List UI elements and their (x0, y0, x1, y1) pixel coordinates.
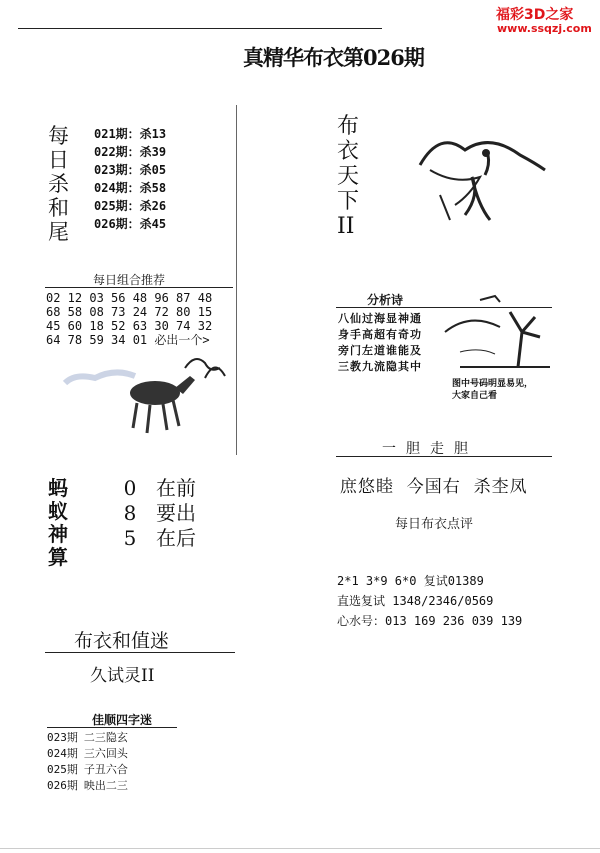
list-item: 026期：杀45 (94, 217, 167, 231)
poem-note-line: 图中号码明显易见， (452, 379, 534, 389)
combo-row: 68 58 08 73 24 72 80 15 (46, 305, 213, 319)
ant-text: 在前 (156, 476, 196, 500)
ant-num: 8 (123, 501, 137, 525)
kill-label-char: 每 (48, 124, 69, 148)
yidan-hint: 庶悠睦 今国右 杀杢凤 (340, 477, 528, 497)
ant-god-rows (118, 476, 196, 551)
buyi-tianxia-char: II (337, 214, 355, 239)
buyi-riddle-rule (45, 652, 235, 653)
buyi-tianxia-char: 下 (337, 189, 360, 214)
buyi-riddle-hint: 久试灵II (90, 666, 155, 686)
daily-comment-lines (337, 571, 522, 631)
table-row (47, 730, 128, 746)
yidan-title: 一胆走胆 (382, 441, 478, 457)
list-item: 022期：杀39 (94, 145, 167, 159)
ant-text: 在后 (156, 526, 196, 550)
kill-label (48, 124, 69, 244)
ant-row (118, 501, 196, 526)
buyi-tianxia-label (337, 114, 359, 239)
poem-line: 旁门左道谁能及 (338, 344, 422, 357)
kill-list (94, 125, 166, 233)
combo-title: 每日组合推荐 (93, 273, 166, 287)
ant-num: 0 (123, 476, 137, 500)
poem-title: 分析诗 (367, 293, 404, 307)
poem-line: 八仙过海显神通 (338, 312, 422, 325)
ant-god-label (48, 477, 68, 569)
table-row (47, 762, 128, 778)
ant-row (118, 526, 196, 551)
four-char-text: 二三隐玄 (83, 731, 128, 744)
kill-label-char: 日 (48, 148, 69, 172)
daily-comment-title: 每日布衣点评 (395, 517, 474, 532)
header-bottom-rule (0, 848, 600, 849)
list-item: 023期：杀05 (94, 163, 167, 177)
combo-grid (46, 291, 212, 347)
four-char-title: 佳顺四字迷 (92, 713, 153, 727)
poem-note (452, 378, 533, 402)
comment-line: 心水号：013 169 236 039 139 (337, 614, 523, 628)
list-item: 025期：杀26 (94, 199, 167, 213)
kill-label-char: 和 (48, 196, 69, 220)
four-char-period: 023期 (47, 731, 78, 744)
column-divider (236, 105, 237, 455)
four-char-text: 映出二三 (83, 779, 128, 792)
page-title: 真精华布衣第026期 (243, 45, 424, 70)
comment-line: 2*1 3*9 6*0 复试01389 (337, 574, 484, 588)
four-char-period: 025期 (47, 763, 78, 776)
ant-label-char: 蚂 (48, 476, 68, 500)
buyi-tianxia-char: 衣 (337, 139, 360, 164)
ant-label-char: 算 (48, 545, 68, 569)
four-char-period: 026期 (47, 779, 78, 792)
ant-label-char: 神 (48, 522, 68, 546)
mountain-figure-illustration (410, 125, 550, 230)
header-top-rule (18, 28, 382, 29)
ant-text: 要出 (156, 501, 196, 525)
ant-label-char: 蚁 (48, 499, 68, 523)
combo-row: 45 60 18 52 63 30 74 32 (46, 319, 213, 333)
ant-row (118, 476, 196, 501)
four-char-rows (47, 730, 128, 794)
poem-lines (338, 311, 422, 375)
combo-row: 64 78 59 34 01 必出一个> (46, 333, 210, 347)
buyi-tianxia-char: 天 (337, 164, 360, 189)
list-item: 021期：杀13 (94, 127, 167, 141)
tree-illustration (440, 292, 555, 372)
table-row (47, 746, 128, 762)
ant-num: 5 (123, 526, 137, 550)
poem-line: 三教九流隐其中 (338, 360, 422, 373)
buyi-riddle-title: 布衣和值迷 (74, 630, 170, 652)
list-item: 024期：杀58 (94, 181, 167, 195)
brand-url[interactable]: www.ssqzj.com (497, 22, 592, 35)
brand-name[interactable]: 福彩3D之家 (496, 7, 574, 23)
four-char-period: 024期 (47, 747, 78, 760)
four-char-rule (47, 727, 177, 728)
buyi-tianxia-char: 布 (337, 114, 360, 139)
four-char-text: 子丑六合 (83, 763, 128, 776)
kill-label-char: 尾 (48, 220, 69, 244)
horse-illustration (55, 348, 235, 443)
poem-note-line: 大家自己看 (452, 391, 498, 401)
comment-line: 直选复试 1348/2346/0569 (337, 594, 494, 608)
kill-label-char: 杀 (48, 172, 69, 196)
four-char-text: 三六回头 (83, 747, 128, 760)
poem-line: 身手高超有奇功 (338, 328, 422, 341)
combo-row: 02 12 03 56 48 96 87 48 (46, 291, 213, 305)
table-row (47, 778, 128, 794)
